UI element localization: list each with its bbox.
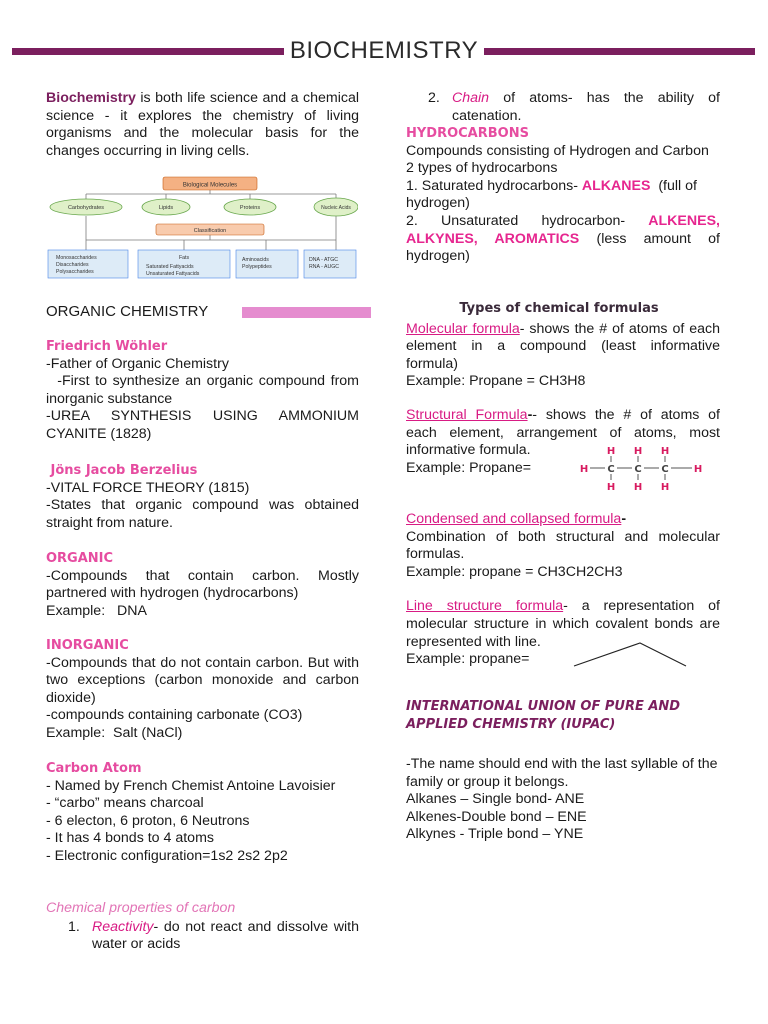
chem-props-heading: Chemical properties of carbon bbox=[46, 900, 236, 916]
c-atom: C bbox=[634, 464, 642, 475]
inorganic-example: Example: Salt (NaCl) bbox=[46, 724, 183, 741]
wohler-line-3: -UREA SYNTHESIS USING AMMONIUM CYANITE (1828) bbox=[46, 408, 359, 442]
h-atom: H bbox=[660, 482, 670, 493]
organic-example: Example: DNA bbox=[46, 602, 147, 619]
svg-text:Monosaccharides bbox=[56, 255, 97, 261]
wohler-name: Friedrich Wöhler bbox=[46, 339, 168, 354]
alkanes-term: ALKANES bbox=[581, 177, 651, 194]
chem-prop-item-1 bbox=[68, 919, 359, 954]
diagram-group4-item1: DNA - ATGC bbox=[309, 257, 339, 263]
inorganic-line-1: -Compounds that do not contain carbon. But with two exceptions (carbon monoxide and carbon dioxide) bbox=[46, 654, 359, 706]
chem-prop-item-2 bbox=[406, 90, 720, 125]
molecular-formula bbox=[406, 321, 720, 374]
biological-molecules-diagram bbox=[46, 174, 358, 280]
h-atom: H bbox=[660, 446, 670, 457]
structural-formula: Structural Formula-- shows the # of atoms of each element, arrangement of atoms, most informative formula. bbox=[406, 406, 720, 459]
condensed-formula-term: Condensed and collapsed formula bbox=[406, 511, 622, 527]
chem-props-section bbox=[46, 900, 359, 954]
diagram-group1-item2: Disaccharides bbox=[56, 262, 89, 268]
carbon-atom-heading: Carbon Atom bbox=[46, 761, 142, 776]
intro-text: is both life science and a chemical science - it explores the chemistry of living organisms and the molecular basis for the changes occurring in living cells. bbox=[46, 90, 359, 159]
diagram-group2-item2: Saturated Fattyacids bbox=[146, 264, 194, 270]
saturated-line bbox=[406, 178, 720, 213]
line-structure-text: - a representation of molecular structure in which covalent bonds are represented with line. bbox=[406, 598, 720, 650]
chem-prop-num-1: 1. bbox=[68, 918, 80, 935]
berzelius-line-1: -VITAL FORCE THEORY (1815) bbox=[46, 479, 250, 496]
intro-term: Biochemistry bbox=[46, 90, 136, 106]
hydrocarbons-section bbox=[406, 125, 720, 266]
berzelius-section bbox=[46, 462, 359, 532]
h-atom: H bbox=[633, 482, 643, 493]
berzelius-name: Jöns Jacob Berzelius bbox=[46, 463, 198, 478]
line-structure-term: Line structure formula bbox=[406, 598, 564, 615]
hydrocarbons-line-2: 2 types of hydrocarbons bbox=[406, 160, 558, 177]
iupac-line-4: Alkynes - Triple bond – YNE bbox=[406, 826, 584, 843]
c-atom: C bbox=[661, 464, 669, 475]
organic-line-1: -Compounds that contain carbon. Mostly partnered with hydrogen (hydrocarbons) bbox=[46, 567, 359, 602]
carbon-line-3: - 6 electon, 6 proton, 6 Neutrons bbox=[46, 812, 250, 829]
molecular-example: Example: Propane = CH3H8 bbox=[406, 373, 586, 390]
chem-prop-text-1: - do not react and dissolve with water or acids bbox=[92, 918, 359, 953]
carbon-line-2: - “carbo” means charcoal bbox=[46, 795, 204, 812]
page-title: BIOCHEMISTRY bbox=[0, 42, 768, 60]
unsaturated-line bbox=[406, 213, 720, 266]
h-atom: H bbox=[693, 464, 703, 475]
chem-prop-term-2: Chain bbox=[452, 90, 490, 106]
berzelius-line-2: -States that organic compound was obtained straight from nature. bbox=[46, 497, 359, 531]
diagram-top-label: Biological Molecules bbox=[182, 182, 238, 189]
unsaturated-suffix: (less amount of hydrogen) bbox=[406, 230, 720, 265]
formulas-heading: Types of chemical formulas bbox=[459, 301, 659, 316]
inorganic-line-2: -compounds containing carbonate (CO3) bbox=[46, 707, 303, 724]
diagram-group3-item2: Polypeptides bbox=[242, 264, 272, 270]
iupac-section bbox=[406, 698, 720, 844]
wohler-section bbox=[46, 338, 363, 444]
saturated-prefix: 1. Saturated hydrocarbons- bbox=[406, 177, 582, 194]
molecular-formula-text: - shows the # of atoms of each element in a compound (least informative formula) bbox=[406, 320, 720, 372]
carbon-line-5: - Electronic configuration=1s2 2s2 2p2 bbox=[46, 847, 288, 864]
svg-text:Disaccharides bbox=[56, 262, 89, 268]
diagram-group2-item1: Fats bbox=[178, 255, 190, 261]
condensed-example: Example: propane = CH3CH2CH3 bbox=[406, 563, 623, 580]
condensed-dash: - bbox=[621, 511, 627, 527]
organic-chemistry-heading bbox=[46, 305, 371, 319]
iupac-line-3: Alkenes-Double bond – ENE bbox=[406, 808, 587, 825]
carbon-line-1: - Named by French Chemist Antoine Lavoisier bbox=[46, 777, 336, 794]
diagram-branch-lipids: Lipids bbox=[158, 205, 174, 211]
line-structure-example: Example: propane= bbox=[406, 651, 530, 668]
organic-chemistry-title: ORGANIC CHEMISTRY bbox=[46, 303, 209, 320]
diagram-group1-item1: Monosaccharides bbox=[56, 255, 97, 261]
iupac-heading: INTERNATIONAL UNION OF PURE AND APPLIED CHEMISTRY (IUPAC) bbox=[406, 699, 681, 732]
iupac-line-2: Alkanes – Single bond- ANE bbox=[406, 791, 585, 808]
h-atom: H bbox=[579, 464, 589, 475]
propane-structural-formula bbox=[574, 442, 714, 494]
svg-text:Polysaccharides bbox=[56, 269, 94, 275]
organic-heading: ORGANIC bbox=[46, 551, 114, 566]
diagram-branch-nucleic-acids: Nucleic Acids bbox=[321, 205, 351, 211]
unsaturated-prefix: 2. Unsaturated hydrocarbon- bbox=[406, 212, 649, 229]
h-atom: H bbox=[633, 446, 643, 457]
propane-line-structure bbox=[572, 640, 688, 670]
chem-prop-num-2: 2. bbox=[428, 90, 440, 106]
h-atom: H bbox=[606, 482, 616, 493]
diagram-group2-item3: Unsaturated Fattyacids bbox=[146, 271, 200, 277]
carbon-atom-section bbox=[46, 760, 359, 866]
wohler-line-1: -Father of Organic Chemistry bbox=[46, 355, 229, 372]
structural-example: Example: Propane= bbox=[406, 459, 532, 476]
chem-prop-text-2: of atoms- has the ability of catenation. bbox=[452, 90, 720, 124]
diagram-group1-item3: Polysaccharides bbox=[56, 269, 94, 275]
chem-prop-term-1: Reactivity bbox=[92, 918, 154, 935]
hydrocarbons-heading: HYDROCARBONS bbox=[406, 126, 529, 141]
diagram-branch-carbohydrates: Carbohydrates bbox=[67, 205, 105, 211]
molecular-formula-term: Molecular formula bbox=[406, 320, 520, 337]
diagram-svg bbox=[46, 174, 358, 280]
organic-section bbox=[46, 550, 359, 620]
inorganic-heading: INORGANIC bbox=[46, 638, 129, 653]
saturated-suffix: (full of hydrogen) bbox=[406, 177, 701, 212]
alkenes-term: ALKENES, ALKYNES, AROMATICS bbox=[406, 212, 720, 247]
heading-highlight-bar bbox=[242, 307, 371, 318]
carbon-line-4: - It has 4 bonds to 4 atoms bbox=[46, 830, 214, 847]
inorganic-section bbox=[46, 637, 359, 743]
condensed-text: Combination of both structural and molecular formulas. bbox=[406, 528, 720, 563]
hydrocarbons-line-1: Compounds consisting of Hydrogen and Carbon bbox=[406, 142, 709, 159]
condensed-formula bbox=[406, 511, 720, 529]
diagram-group4-item2: RNA - AUGC bbox=[309, 264, 339, 270]
diagram-branch-proteins: Proteins bbox=[239, 205, 261, 211]
diagram-group3-item1: Aminoacids bbox=[242, 257, 269, 263]
intro-paragraph bbox=[46, 90, 359, 160]
diagram-middle-label: Classification bbox=[193, 228, 227, 234]
structural-formula-text: - shows the # of atoms of each element, arrangement of atoms, most informative formula. bbox=[406, 406, 720, 459]
iupac-line-1: -The name should end with the last syllable of the family or group it belongs. bbox=[406, 756, 718, 790]
c-atom: C bbox=[607, 464, 615, 475]
h-atom: H bbox=[606, 446, 616, 457]
wohler-line-2: -First to synthesize an organic compound from inorganic substance bbox=[46, 373, 363, 407]
structural-formula-term: Structural Formula bbox=[406, 406, 528, 423]
